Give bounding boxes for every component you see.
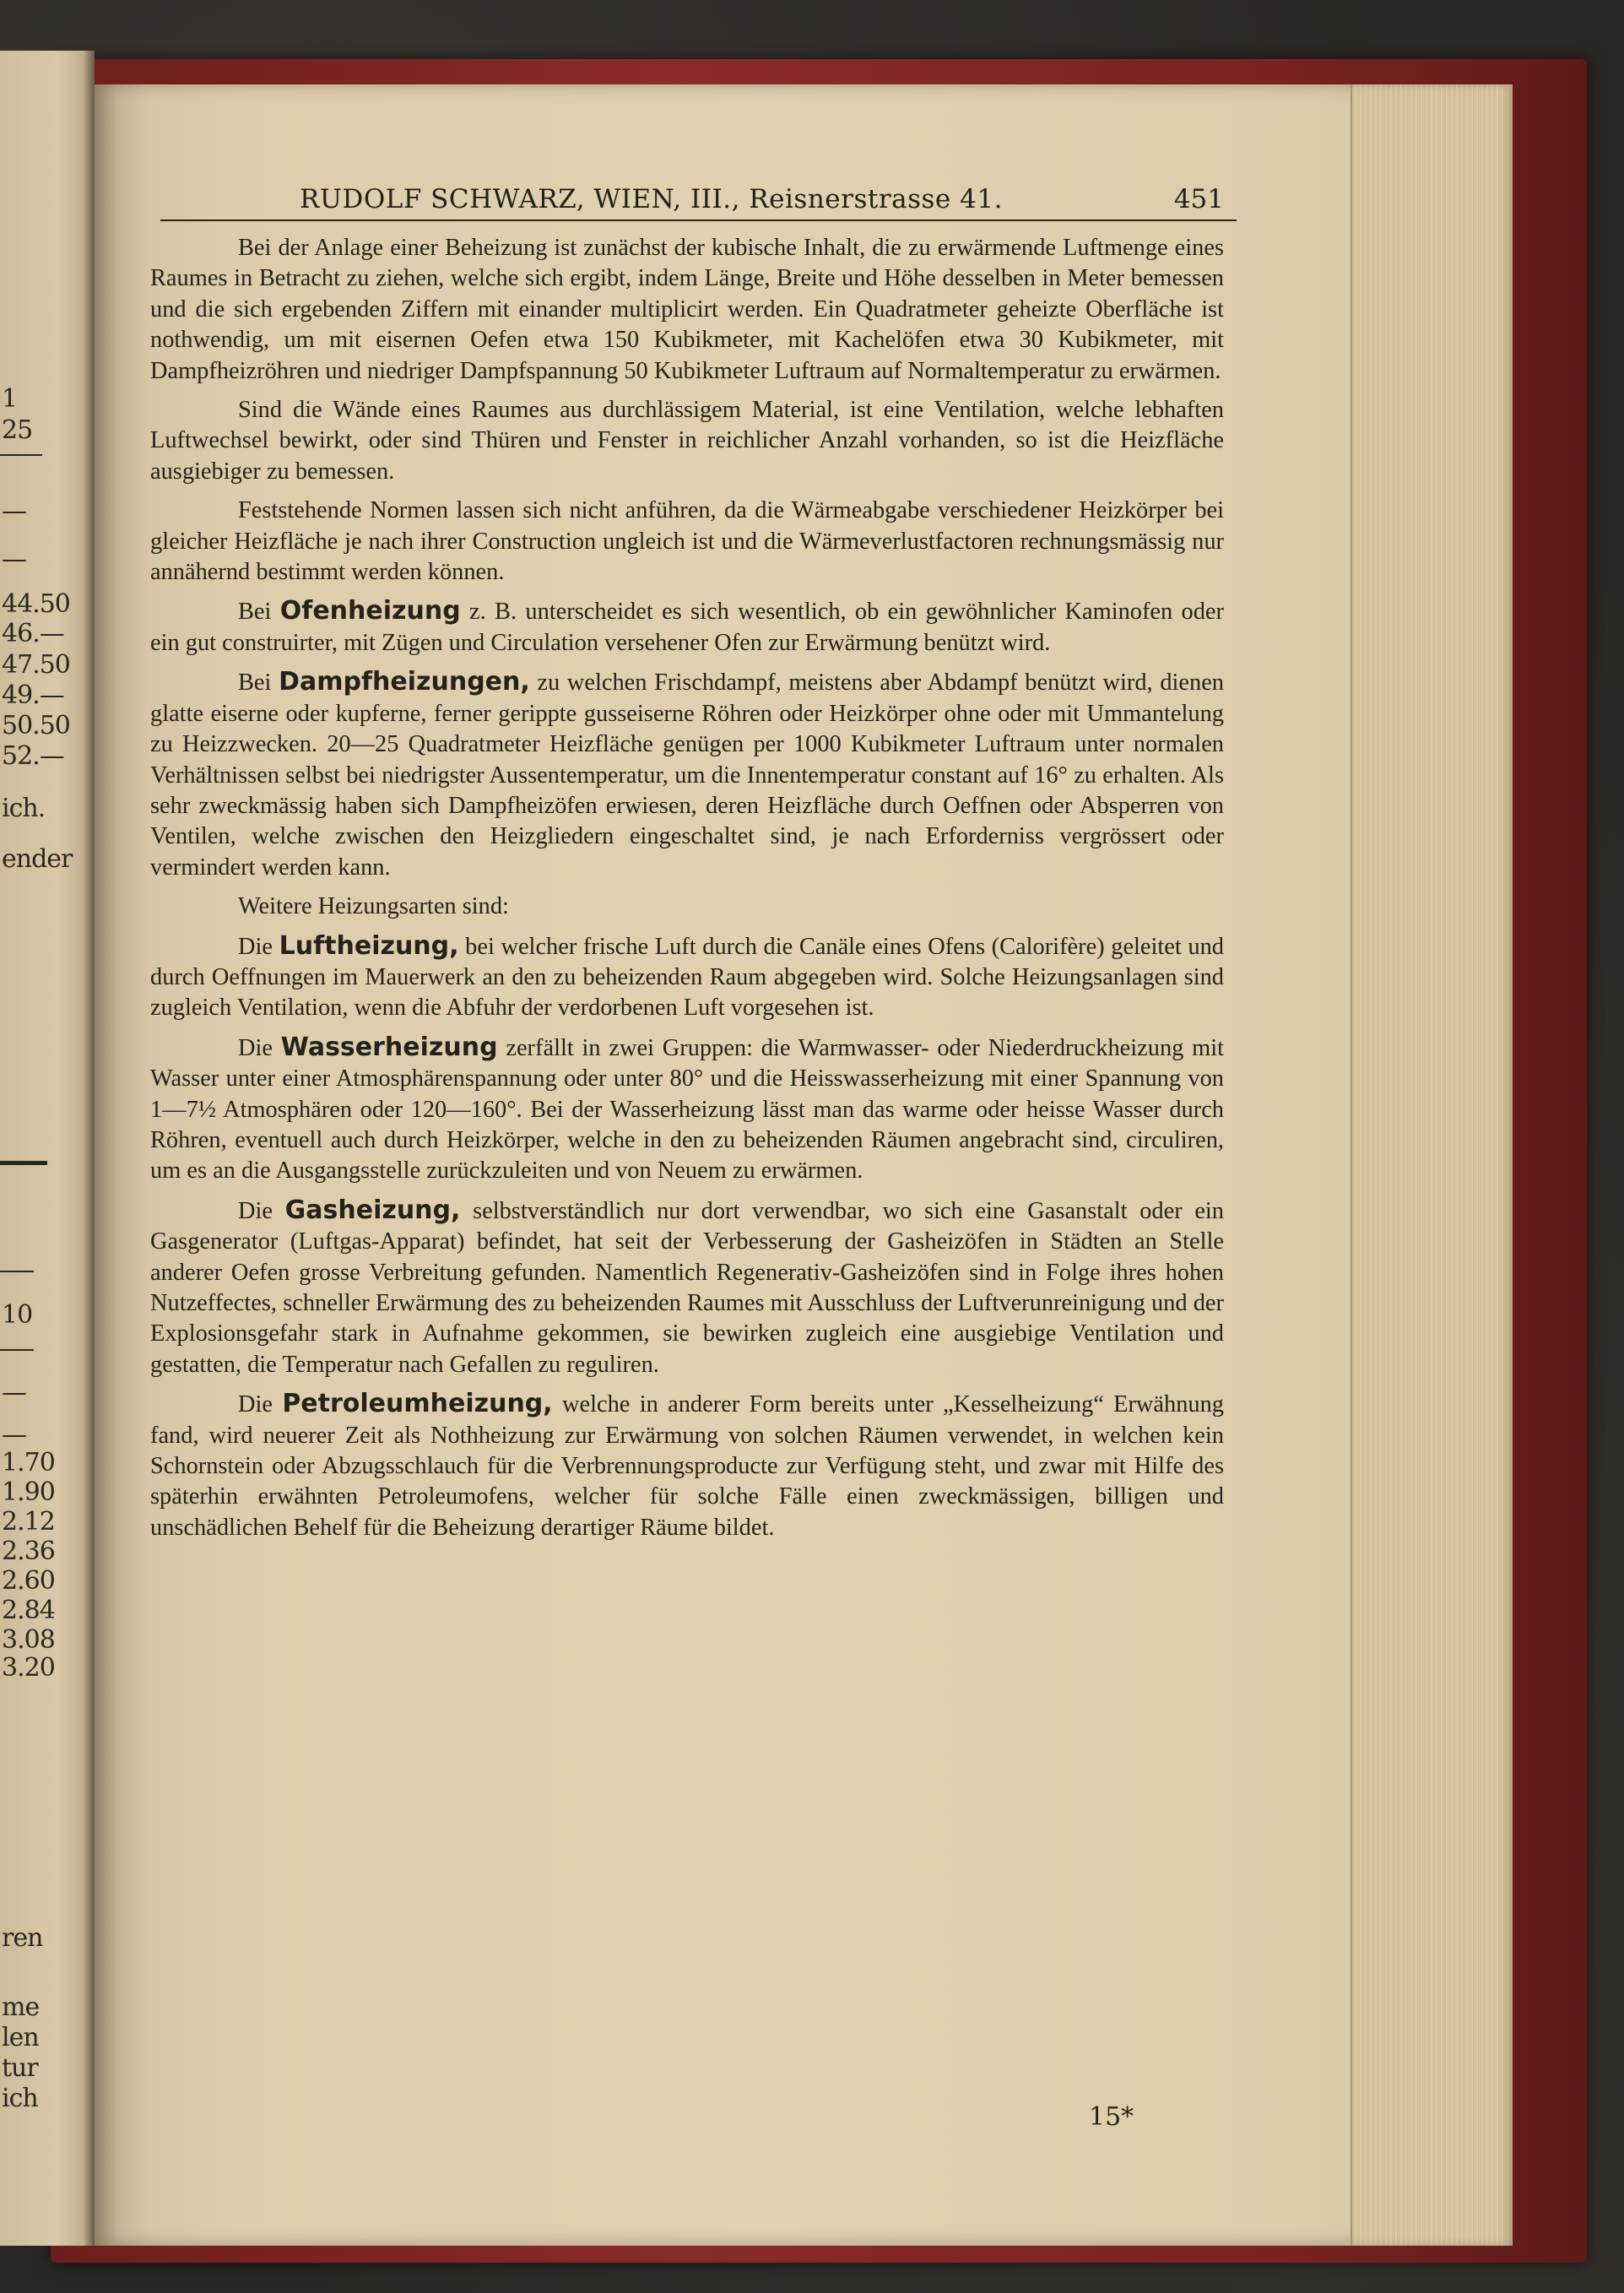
paragraph-text: zerfällt in zwei Gruppen: die Warmwasser- oder Niederdruckheizung mit Wasser unter einer Atmosphärenspannung oder unter 80° und die Heisswasserheizung mit einer Spannung von 1—7½ Atmosphären oder 120—160°. Bei der Wasserheizung lässt man das warme oder heisse Wasser durch Röhren, eventuell auch durch Heizkörper, welche in den zu beheizenden Räumen angebracht sind, circuliren, um es an die Ausgangsstelle zurückzuleiten und von Neuem zu erwärmen. [150,1034,1224,1184]
left-rule [0,1271,34,1272]
paragraph-text: selbstverständlich nur dort verwendbar, wo sich eine Gasanstalt oder ein Gasgenerator (Luftgas-Apparat) befindet, hat seit der Verbesserung der Gasheizöfen in Städten an Stelle anderer Oefen grosse Verbreitung gefunden. Namentlich Regenerativ-Gasheizöfen sind in Folge ihres hohen Nutzeffectes, schneller Erwärmung des zu beheizenden Raumes mit Ausschluss der Luftverunreinigung und der Explosionsgefahr stark in Aufnahme gekommen, sie bewirken zugleich eine ausgiebige Ventilation und gestatten, die Temperatur nach Gefallen zu reguliren. [150,1197,1225,1378]
paragraph-text: Bei der Anlage einer Beheizung ist zunächst der kubische Inhalt, die zu erwärmende Luftmenge eines Raumes in Betracht zu ziehen, welche sich ergibt, indem Länge, Breite und Höhe desselben in Meter bemessen und die sich ergebenden Ziffern mit einander multiplicirt werden. Ein Quadratmeter geheizte Oberfläche ist nothwendig, um mit eisernen Oefen etwa 150 Kubikmeter, mit Kachelöfen etwa 30 Kubikmeter, mit Dampfheizröhren und niedriger Dampfspannung 50 Kubikmeter Luftraum auf Normaltemperatur zu erwärmen. [150,235,1224,384]
left-fragment: 2.60 [2,1566,55,1596]
paragraph-text: Sind die Wände eines Raumes aus durchlässigem Material, ist eine Ventilation, welche lebhaften Luftwechsel bewirkt, oder sind Thüren und Fenster in reichlicher Anzahl vorhanden, so ist die Heizfläche ausgiebiger zu bemessen. [150,397,1224,485]
left-fragment: 2.12 [2,1507,55,1537]
paragraph-lead: Die [238,1197,285,1224]
left-fragment: 49.— [2,680,64,710]
paragraph-keyword: Ofenheizung [279,596,461,626]
page-fore-edge [1351,84,1513,2246]
left-fragment: 52.— [2,741,64,771]
paragraph-lead: Bei [238,599,280,626]
left-fragment: me [2,1992,40,2022]
left-fragment: 10 [2,1300,33,1330]
left-fragment: — [2,1378,26,1407]
left-fragment: 3.08 [2,1625,55,1655]
left-fragment: — [2,545,26,574]
left-fragment: 1.70 [2,1448,55,1477]
paragraph-lead: Bei [238,669,279,697]
paragraph [150,233,1224,387]
left-rule [0,1161,47,1165]
paragraph-text: z. B. unterscheidet es sich wesentlich, ob ein gewöhnlicher Kaminofen oder ein gut construirter, mit Zügen und Circulation versehener Ofen zur Erwärmung benützt wird. [150,599,1224,656]
left-fragment: ich. [2,794,46,823]
signature-mark: 15* [1089,2102,1134,2132]
page-gutter [83,51,95,2246]
running-header [160,184,1232,221]
running-header-title: RUDOLF SCHWARZ, WIEN, III., Reisnerstrasse 41. [300,184,1003,214]
paragraph-text: Weitere Heizungsarten sind: [238,893,509,920]
left-rule [0,454,42,456]
left-fragment: 3.20 [2,1653,55,1683]
paragraph-lead: Die [238,1034,281,1061]
paragraph [150,1195,1224,1380]
left-fragment: 47.50 [2,650,70,680]
paragraph-text: Feststehende Normen lassen sich nicht anführen, da die Wärmeabgabe verschiedener Heizkörper bei gleicher Heizfläche je nach ihrer Construction ungleich ist und die Wärmeverlustfactoren rechnungsmässig nur annähernd bestimmt werden können. [150,497,1224,586]
paragraph-keyword: Luftheizung, [279,930,459,961]
left-fragment: — [2,1420,26,1450]
paragraph-keyword: Dampfheizungen, [279,667,530,697]
left-fragment: 1.90 [2,1477,55,1507]
paragraph [150,931,1224,1024]
left-fragment: 44.50 [2,589,70,619]
paragraph-keyword: Wasserheizung [280,1032,498,1062]
left-fragment: 2.36 [2,1537,55,1566]
paragraph-text: welche in anderer Form bereits unter „Kesselheizung“ Erwähnung fand, wird neuerer Zeit als Nothheizung zur Erwärmung von solchen Räumen verwendet, in welchen kein Schornstein oder Abzugsschlauch für die Verbrennungsproducte zur Verfügung steht, und zwar mit Hilfe des späterhin erwähnten Petroleumofens, welcher für solche Fälle einen zweckmässigen, billigen und unschädlichen Behelf für die Beheizung derartiger Räume bildet. [150,1391,1224,1541]
paragraph [150,667,1224,883]
paragraph [150,596,1224,659]
paragraph-text: bei welcher frische Luft durch die Canäle eines Ofens (Calorifère) geleitet und durch Oeffnungen im Mauerwerk an den zu beheizenden Raum abgegeben wird. Solche Heizungsanlagen sind zugleich Ventilation, wenn die Abfuhr der verdorbenen Luft vorgesehen ist. [150,933,1225,1022]
left-fragment: 1 [2,384,18,414]
paragraph [150,496,1224,588]
left-fragment: 2.84 [2,1596,55,1625]
left-fragment: 25 [2,415,33,445]
left-rule [0,1349,34,1351]
left-fragment: 50.50 [2,711,70,740]
left-fragment: ender [2,844,73,874]
header-rule [160,220,1237,221]
paragraph-keyword: Petroleumheizung, [282,1389,553,1419]
left-fragment: — [2,496,26,526]
paragraph [150,892,1224,922]
left-fragment: ich [2,2084,38,2113]
paragraph [150,1033,1224,1187]
body-text [150,233,1224,1552]
paragraph-lead: Die [238,933,279,960]
left-facing-page [0,51,95,2246]
left-fragment: tur [2,2053,38,2083]
left-fragment: 46.— [2,619,64,648]
page-number: 451 [1173,184,1224,214]
paragraph-text: zu welchen Frischdampf, meistens aber Abdampf benützt wird, dienen glatte eiserne oder kupferne, ferner gerippte gusseiserne Röhren oder Heizkörper ohne oder mit Ummantelung zu Heizzwecken. 20—25 Quadratmeter Heizfläche genügen per 1000 Kubikmeter Luftraum unter normalen Verhältnissen selbst bei niedrigster Aussentemperatur, um die Innentemperatur constant auf 16° zu erhalten. Als sehr zweckmässig haben sich Dampfheizöfen erwiesen, deren Heizfläche durch Oeffnen oder Absperren von Ventilen, welche zwischen den Heizgliedern eingeschaltet sind, je nach Erforderniss vergrössert oder vermindert werden kann. [150,669,1224,881]
paragraph-lead: Die [238,1391,283,1418]
paragraph [150,1389,1224,1543]
paragraph-keyword: Gasheizung, [284,1195,461,1225]
left-fragment: len [2,2023,39,2052]
left-fragment: ren [2,1923,43,1953]
paragraph [150,395,1224,487]
